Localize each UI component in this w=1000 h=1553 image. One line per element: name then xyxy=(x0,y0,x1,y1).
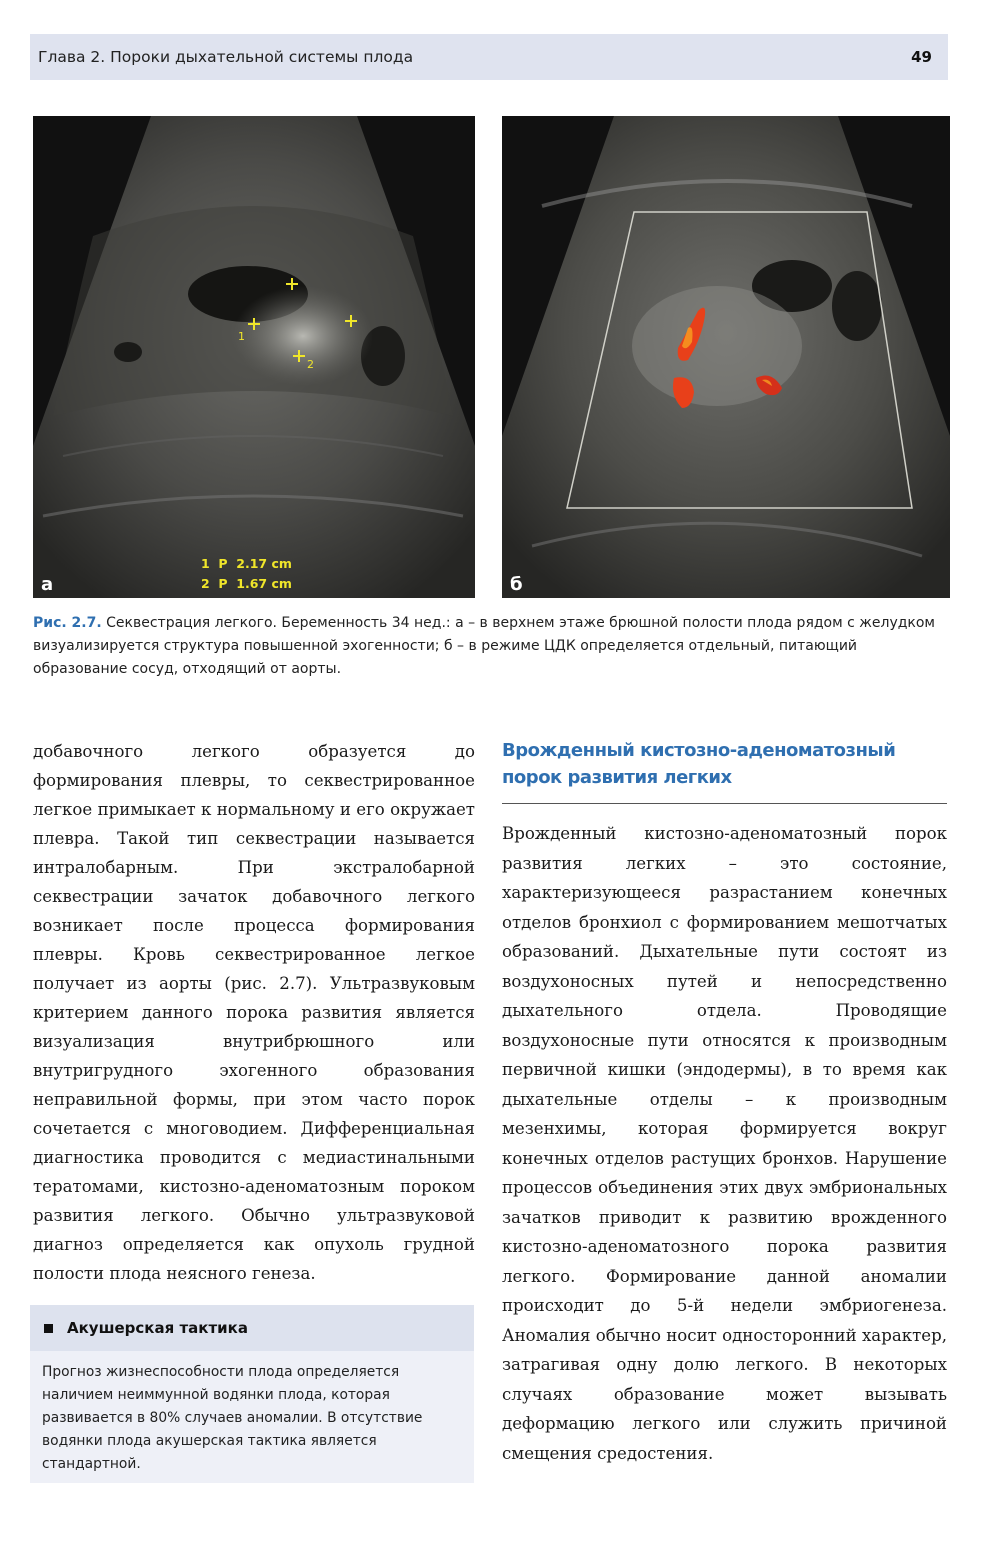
page-number: 49 xyxy=(911,48,932,66)
caliper-2-label: 2 xyxy=(307,358,314,371)
ultrasound-image-b xyxy=(502,116,950,598)
measurement-1: 1 P 2.17 cm xyxy=(201,556,292,571)
measurement-2: 2 P 1.67 cm xyxy=(201,576,292,591)
figure-caption-text: Секвестрация легкого. Беременность 34 нед.: а – в верхнем этаже брюшной полости плода рядом с желудком визуализируется структура повышенной эхогенности; б – в режиме ЦДК определяется отдельный, питающий образование сосуд, отходящий от аорты. xyxy=(33,615,935,677)
obstetric-tactics-box xyxy=(30,1305,474,1483)
caliper-1-label: 1 xyxy=(238,330,245,343)
box-text: Прогноз жизнеспособности плода определяется наличием неиммунной водянки плода, которая развивается в 80% случаев аномалии. В отсутствие водянки плода акушерская тактика является стандартной. xyxy=(42,1364,423,1472)
panel-label-a: а xyxy=(41,574,54,595)
title-divider xyxy=(502,803,947,804)
running-header xyxy=(30,34,948,80)
figure-caption xyxy=(33,612,948,681)
bullet-square-icon xyxy=(44,1324,53,1333)
panel-label-b: б xyxy=(510,574,523,595)
left-column-text: добавочного легкого образуется до формирования плевры, то секвестрированное легкое примыкает к нормальному и его окружает плевра. Такой тип секвестрации называется интралобарным. При экстралобарной секвестрации зачаток добавочного легкого возникает после процесса формирования плевры. Кровь секвестрированное легкое получает из аорты (рис. 2.7). Ультразвуковым критерием данного порока развития является визуализация внутрибрюшного или внутригрудного эхогенного образования неправильной формы, при этом часто порок сочетается с многоводием. Дифференциальная диагностика проводится с медиастинальными тератомами, кистозно-аденоматозным пороком развития легкого. Обычно ультразвуковой диагноз определяется как опухоль грудной полости плода неясного генеза. xyxy=(33,742,475,1283)
figure-label: Рис. 2.7. xyxy=(33,615,102,631)
section-title: Врожденный кистозно-аденоматозный порок развития легких xyxy=(502,740,896,788)
ultrasound-image-a xyxy=(33,116,475,598)
chapter-title: Глава 2. Пороки дыхательной системы плода xyxy=(38,48,414,66)
ultrasound-a-graphic xyxy=(33,116,475,598)
box-title: Акушерская тактика xyxy=(67,1319,248,1337)
box-header xyxy=(30,1305,474,1351)
ultrasound-b-graphic xyxy=(502,116,950,598)
right-column-text: Врожденный кистозно-аденоматозный порок развития легких – это состояние, характеризующееся разрастанием конечных отделов бронхиол с формированием мешотчатых образований. Дыхательные пути состоят из воздухоносных путей и непосредственно дыхательного отдела. Проводящие воздухоносные пути относятся к производным первичной кишки (эндодермы), в то время как дыхательные отделы – к производным мезенхимы, которая формируется вокруг конечных отделов растущих бронхов. Нарушение процессов объединения этих двух эмбриональных зачатков приводит к развитию врожденного кистозно-аденоматозного порока развития легкого. Формирование данной аномалии происходит до 5-й недели эмбриогенеза. Аномалия обычно носит односторонний характер, затрагивая одну долю легкого. В некоторых случаях образование может вызывать деформацию легкого или служить причиной смещения средостения. xyxy=(502,824,947,1463)
